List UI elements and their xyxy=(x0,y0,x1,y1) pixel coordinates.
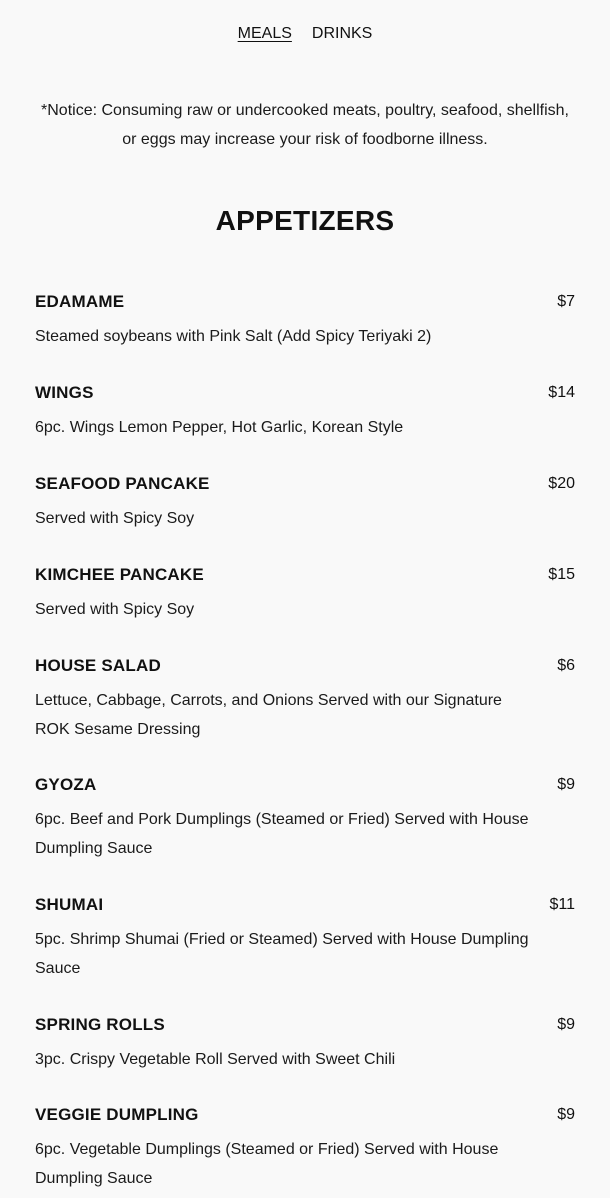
tab-drinks[interactable]: DRINKS xyxy=(311,25,373,42)
item-name: SEAFOOD PANCAKE xyxy=(35,474,210,493)
item-name: HOUSE SALAD xyxy=(35,656,161,675)
item-description: 6pc. Beef and Pork Dumplings (Steamed or Fried) Served with House Dumpling Sauce xyxy=(35,811,529,857)
item-price: $6 xyxy=(557,657,575,674)
item-name: WINGS xyxy=(35,383,94,402)
item-price: $11 xyxy=(549,896,575,913)
item-name: SPRING ROLLS xyxy=(35,1015,165,1034)
item-name: VEGGIE DUMPLING xyxy=(35,1105,199,1124)
item-price: $9 xyxy=(557,1106,575,1123)
item-description: 3pc. Crispy Vegetable Roll Served with Sweet Chili xyxy=(35,1051,396,1068)
menu-tabs xyxy=(0,24,610,44)
item-price: $9 xyxy=(557,1016,575,1033)
item-description: Lettuce, Cabbage, Carrots, and Onions Served with our Signature ROK Sesame Dressing xyxy=(35,692,502,738)
item-description: Steamed soybeans with Pink Salt (Add Spicy Teriyaki 2) xyxy=(35,328,432,345)
item-name: SHUMAI xyxy=(35,895,104,914)
item-price: $14 xyxy=(548,384,575,401)
item-description: 6pc. Wings Lemon Pepper, Hot Garlic, Korean Style xyxy=(35,419,404,436)
item-price: $9 xyxy=(557,776,575,793)
item-description: Served with Spicy Soy xyxy=(35,601,195,618)
item-description: 6pc. Vegetable Dumplings (Steamed or Fried) Served with House Dumpling Sauce xyxy=(35,1141,499,1187)
item-name: KIMCHEE PANCAKE xyxy=(35,565,204,584)
section-title: APPETIZERS xyxy=(215,205,395,236)
tab-meals[interactable]: MEALS xyxy=(237,25,292,42)
item-description: 5pc. Shrimp Shumai (Fried or Steamed) Served with House Dumpling Sauce xyxy=(35,931,529,977)
item-name: GYOZA xyxy=(35,775,97,794)
item-name: EDAMAME xyxy=(35,292,125,311)
item-price: $7 xyxy=(557,293,575,310)
item-price: $15 xyxy=(548,566,575,583)
item-description: Served with Spicy Soy xyxy=(35,510,195,527)
food-safety-notice: *Notice: Consuming raw or undercooked meats, poultry, seafood, shellfish, or eggs may increase your risk of foodborne illness. xyxy=(41,102,569,148)
item-price: $20 xyxy=(548,475,575,492)
